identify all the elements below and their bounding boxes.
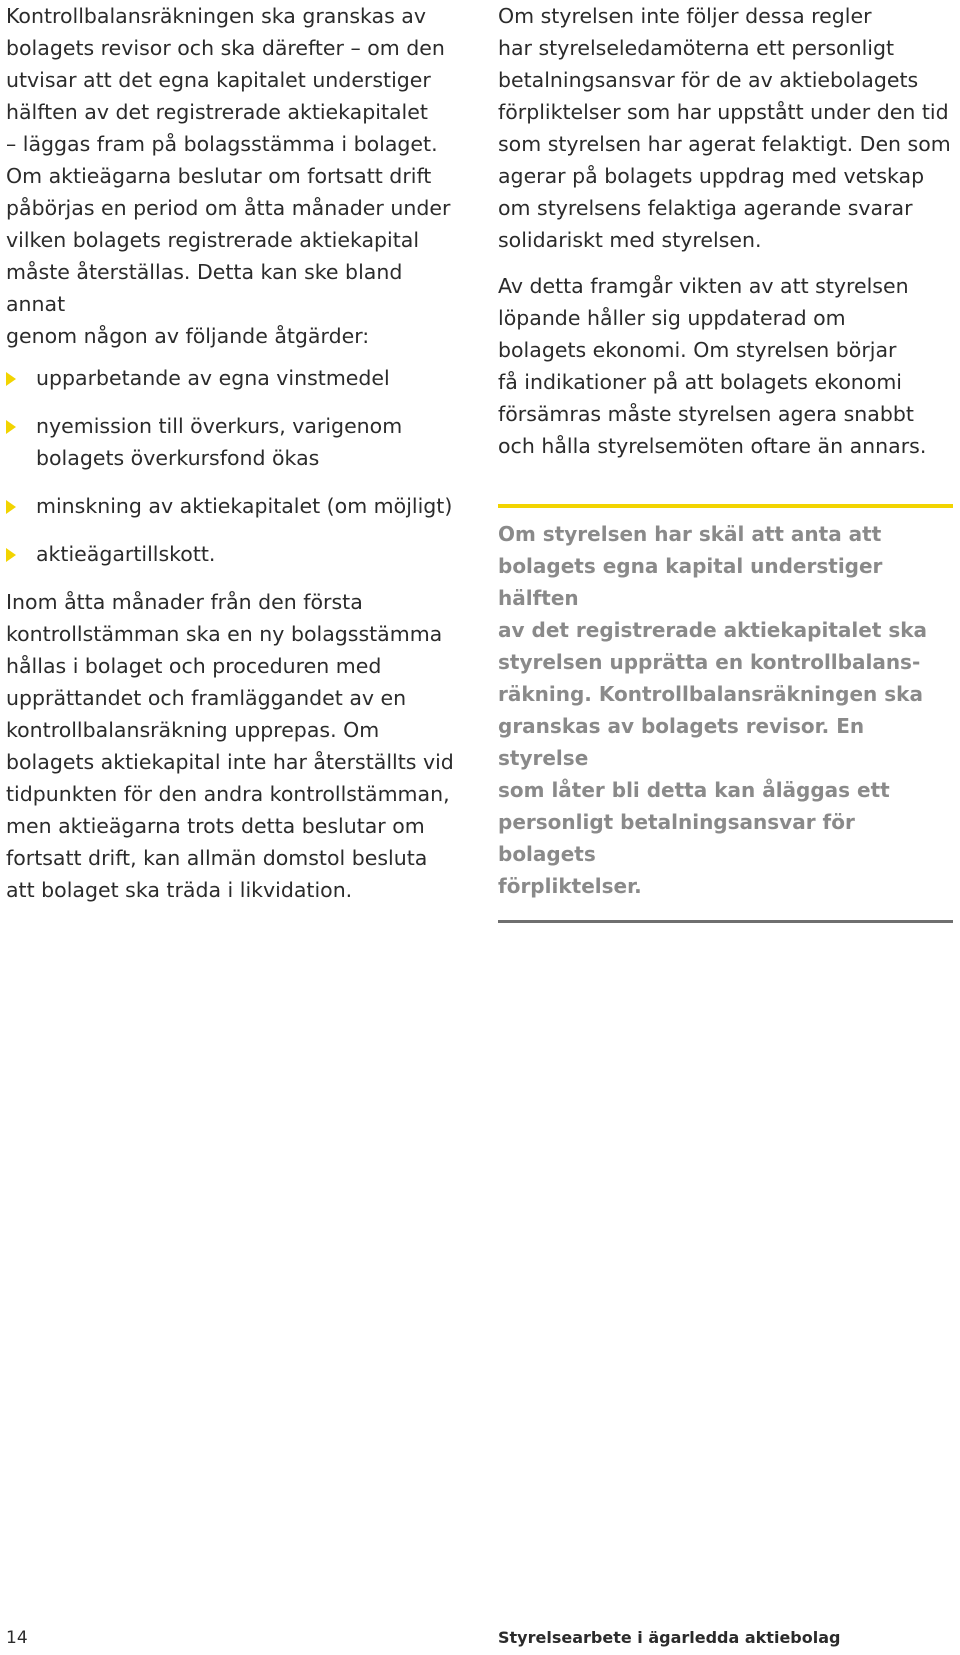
list-item-text: minskning av aktiekapitalet (om möjligt) [36,494,453,518]
list-item-text: nyemission till överkurs, varigenom bolagets överkursfond ökas [36,414,403,470]
list-item [6,410,466,474]
triangle-bullet-icon [6,420,16,434]
list-item-text: aktieägartillskott. [36,542,216,566]
right-column [498,0,953,923]
right-paragraph-1: Om styrelsen inte följer dessa regler har styrelseledamöterna ett personligt betalningsansvar för de av aktiebolagets förpliktelser som har uppstått under den tid som styrelsen har agerat felaktigt. Den som agerar på bolagets uppdrag med vetskap om styrelsens felaktiga agerande svarar solidariskt med styrelsen. [498,4,951,252]
left-outro-paragraph: Inom åtta månader från den första kontrollstämman ska en ny bolagsstämma hållas i bolaget och proceduren med upprättandet och framläggandet av en kontrollbalansräkning upprepas. Om bolagets aktiekapital inte har återställts vid tidpunkten för den andra kontrollstämman, men aktieägarna trots detta beslutar om fortsatt drift, kan allmän domstol besluta att bolaget ska träda i likvidation. [6,590,454,902]
list-item-text: upparbetande av egna vinstmedel [36,366,390,390]
publication-title: Styrelsearbete i ägarledda aktiebolag [498,1628,841,1647]
right-paragraph-2: Av detta framgår vikten av att styrelsen löpande håller sig uppdaterad om bolagets ekonomi. Om styrelsen börjar få indikationer på att bolagets ekonomi försämras måste styrelsen agera snabbt och hålla styrelsemöten oftare än annars. [498,274,927,458]
triangle-bullet-icon [6,548,16,562]
measures-list [6,362,466,570]
triangle-bullet-icon [6,372,16,386]
page-number: 14 [6,1628,28,1648]
callout-bottom-divider [498,920,953,923]
list-item [6,538,466,570]
list-item [6,490,466,522]
triangle-bullet-icon [6,500,16,514]
list-item [6,362,466,394]
left-intro-paragraph: Kontrollbalansräkningen ska granskas av bolagets revisor och ska därefter – om den utvisar att det egna kapitalet understiger hälften av det registrerade aktiekapitalet – läggas fram på bolagsstämma i bolaget. Om aktieägarna beslutar om fortsatt drift påbörjas en period om åtta månader under vilken bolagets registrerade aktiekapital måste återställas. Detta kan ske bland annat genom någon av följande åtgärder: [6,4,451,348]
callout-text: Om styrelsen har skäl att anta att bolagets egna kapital understiger hälften av det registrerade aktiekapitalet ska styrelsen upprätta en kontrollbalans- räkning. Kontrollbalansräkningen ska granskas av bolagets revisor. En styrelse som låter bli detta kan åläggas ett personligt betalningsansvar för bolagets förpliktelser. [498,522,928,898]
highlight-callout [498,504,953,923]
left-column [6,0,466,906]
